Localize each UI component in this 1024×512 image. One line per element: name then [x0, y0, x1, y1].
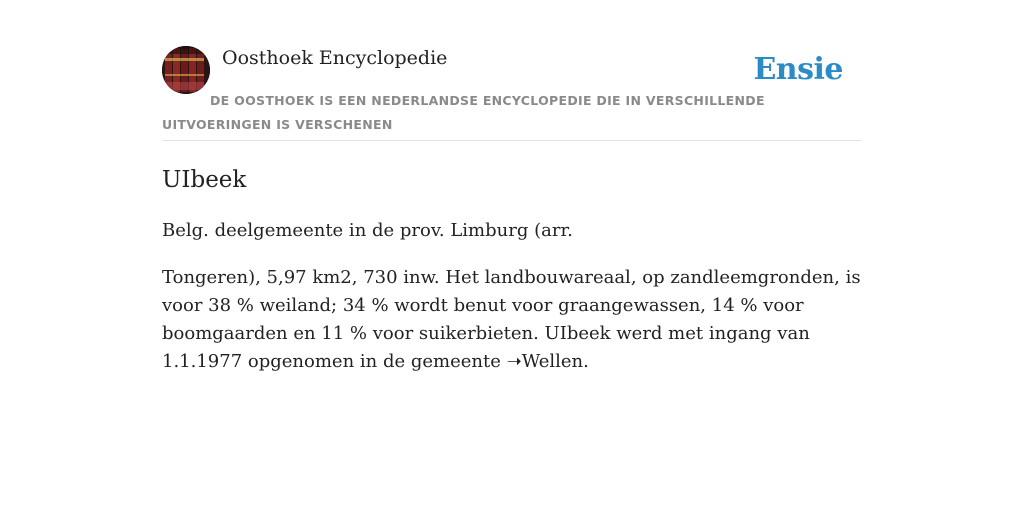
article-paragraph-1: Belg. deelgemeente in de prov. Limburg (arr. — [162, 220, 573, 241]
content — [162, 46, 862, 376]
encyclopedia-avatar[interactable] — [162, 46, 210, 94]
brand-logo[interactable]: Ensie — [753, 52, 843, 87]
article-paragraph-2 — [162, 264, 862, 376]
paragraph-2-text: Tongeren), 5,97 km2, 730 inw. Het landbouwareaal, op zandleemgronden, is voor 38 % weiland; 34 % wordt benut voor graangewassen, 14 % voor boomgaarden en 11 % voor suikerbieten. UIbeek werd met ingang van 1.1.1977 opgenomen in de gemeente — [162, 267, 861, 372]
article-title: UIbeek — [162, 167, 247, 193]
paragraph-2-end: . — [583, 351, 589, 372]
site-tagline: DE OOSTHOEK IS EEN NEDERLANDSE ENCYCLOPEDIE DIE IN VERSCHILLENDE UITVOERINGEN IS VERSCHENEN — [162, 93, 765, 132]
cross-reference-link-wellen[interactable]: Wellen — [521, 351, 584, 372]
cross-reference-arrow-icon: ➝ — [506, 351, 522, 372]
book-spines-icon — [162, 46, 210, 94]
site-header — [162, 46, 862, 141]
site-name[interactable]: Oosthoek Encyclopedie — [222, 47, 448, 69]
